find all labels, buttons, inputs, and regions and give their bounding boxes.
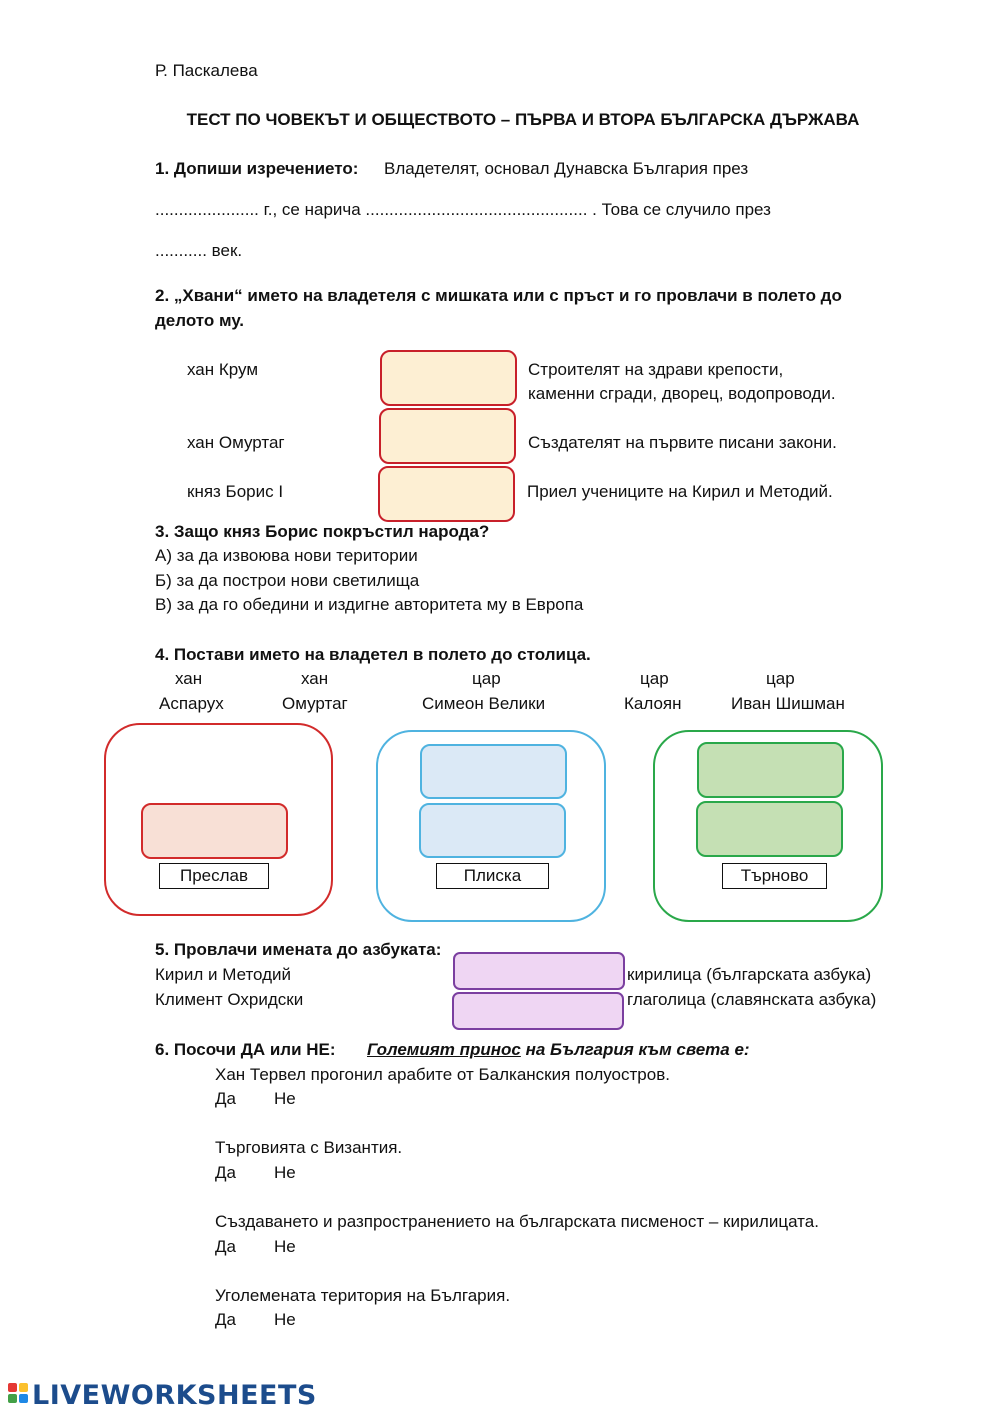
q6-statement-3: Създаването и разпространението на българската писменост – кирилицата. bbox=[215, 1212, 819, 1231]
q4-ruler-4-name[interactable]: Калоян bbox=[624, 694, 682, 713]
q4-label: 4. Постави името на владетел в полето до столица. bbox=[155, 645, 591, 664]
tarnovo-drop-field-1[interactable] bbox=[697, 742, 844, 798]
q6-statement-1: Хан Тервел прогонил арабите от Балканския полуостров. bbox=[215, 1065, 670, 1084]
q4-ruler-2-name[interactable]: Омуртаг bbox=[282, 694, 348, 713]
q4-ruler-2-title: хан bbox=[301, 669, 329, 688]
q2-drop-field-1[interactable] bbox=[380, 350, 517, 406]
q5-name-1[interactable]: Кирил и Методий bbox=[155, 965, 292, 984]
q6-4-no-option[interactable]: Не bbox=[274, 1310, 296, 1329]
q2-drop-field-2[interactable] bbox=[379, 408, 516, 464]
q5-label: 5. Провлачи имената до азбуката: bbox=[155, 940, 442, 959]
liveworksheets-blocks-icon bbox=[8, 1383, 30, 1407]
ruler-krum[interactable]: хан Крум bbox=[187, 360, 259, 379]
q4-ruler-1-title: хан bbox=[175, 669, 203, 688]
pliska-drop-field-1[interactable] bbox=[420, 744, 567, 799]
q6-2-yes-option[interactable]: Да bbox=[215, 1163, 236, 1182]
q1-line3: ........... век. bbox=[155, 241, 243, 260]
q5-name-2[interactable]: Климент Охридски bbox=[155, 990, 304, 1009]
q6-subtitle-underlined: Големият принос bbox=[367, 1040, 521, 1059]
q2-label: 2. „Хвани“ името на владетеля с мишката или с пръст и го провлачи в полето до bbox=[155, 286, 842, 305]
q6-1-no-option[interactable]: Не bbox=[274, 1089, 296, 1108]
brand-text: LIVEWORKSHEETS bbox=[32, 1380, 317, 1411]
deed-1-line1: Строителят на здрави крепости, bbox=[528, 360, 784, 379]
q6-2-no-option[interactable]: Не bbox=[274, 1163, 296, 1182]
q6-1-yes-option[interactable]: Да bbox=[215, 1089, 236, 1108]
q4-ruler-3-title: цар bbox=[472, 669, 501, 688]
q5-drop-field-2[interactable] bbox=[452, 992, 624, 1030]
deed-3: Приел учениците на Кирил и Методий. bbox=[527, 482, 833, 501]
ruler-boris[interactable]: княз Борис I bbox=[187, 482, 284, 501]
preslav-drop-field[interactable] bbox=[141, 803, 288, 859]
capital-label-preslav: Преслав bbox=[159, 863, 269, 889]
capital-label-tarnovo: Търново bbox=[722, 863, 827, 889]
q3-option-a[interactable]: А) за да извоюва нови територии bbox=[155, 546, 418, 565]
q4-ruler-5-title: цар bbox=[766, 669, 795, 688]
q3-option-c[interactable]: В) за да го обедини и издигне авторитета му в Европа bbox=[155, 595, 584, 614]
tarnovo-drop-field-2[interactable] bbox=[696, 801, 843, 857]
pliska-drop-field-2[interactable] bbox=[419, 803, 566, 858]
q2-drop-field-3[interactable] bbox=[378, 466, 515, 522]
q5-drop-field-1[interactable] bbox=[453, 952, 625, 990]
q4-ruler-5-name[interactable]: Иван Шишман bbox=[731, 694, 845, 713]
deed-1-line2: каменни сгради, дворец, водопроводи. bbox=[528, 384, 836, 403]
q1-line1: Владетелят, основал Дунавска България през bbox=[384, 159, 749, 178]
q6-statement-4: Уголемената територия на България. bbox=[215, 1286, 511, 1305]
deed-2: Създателят на първите писани закони. bbox=[528, 433, 837, 452]
q1-line2: ...................... г., се нарича ............................................... . Това се случило през bbox=[155, 200, 771, 219]
q1-label: 1. Допиши изречението: bbox=[155, 159, 359, 178]
liveworksheets-logo bbox=[8, 1380, 317, 1411]
q3-label: 3. Защо княз Борис покръстил народа? bbox=[155, 522, 490, 541]
q6-label: 6. Посочи ДА или НЕ: bbox=[155, 1040, 336, 1059]
author: Р. Паскалева bbox=[155, 61, 258, 80]
q6-4-yes-option[interactable]: Да bbox=[215, 1310, 236, 1329]
q5-alphabet-1: кирилица (българската азбука) bbox=[627, 965, 872, 984]
q2-label-cont: делото му. bbox=[155, 311, 245, 330]
page-title: ТЕСТ ПО ЧОВЕКЪТ И ОБЩЕСТВОТО – ПЪРВА И ВТОРА БЪЛГАРСКА ДЪРЖАВА bbox=[186, 110, 860, 129]
q4-ruler-1-name[interactable]: Аспарух bbox=[159, 694, 224, 713]
q6-subtitle bbox=[367, 1040, 750, 1060]
q6-subtitle-rest: на България към света е: bbox=[520, 1040, 750, 1059]
capital-label-pliska: Плиска bbox=[436, 863, 549, 889]
q4-ruler-3-name[interactable]: Симеон Велики bbox=[422, 694, 546, 713]
q6-statement-2: Търговията с Византия. bbox=[215, 1138, 403, 1157]
q3-option-b[interactable]: Б) за да построи нови светилища bbox=[155, 571, 420, 590]
ruler-omurtag[interactable]: хан Омуртаг bbox=[187, 433, 285, 452]
q4-ruler-4-title: цар bbox=[640, 669, 669, 688]
q6-3-no-option[interactable]: Не bbox=[274, 1237, 296, 1256]
q6-3-yes-option[interactable]: Да bbox=[215, 1237, 236, 1256]
q5-alphabet-2: глаголица (славянската азбука) bbox=[627, 990, 877, 1009]
